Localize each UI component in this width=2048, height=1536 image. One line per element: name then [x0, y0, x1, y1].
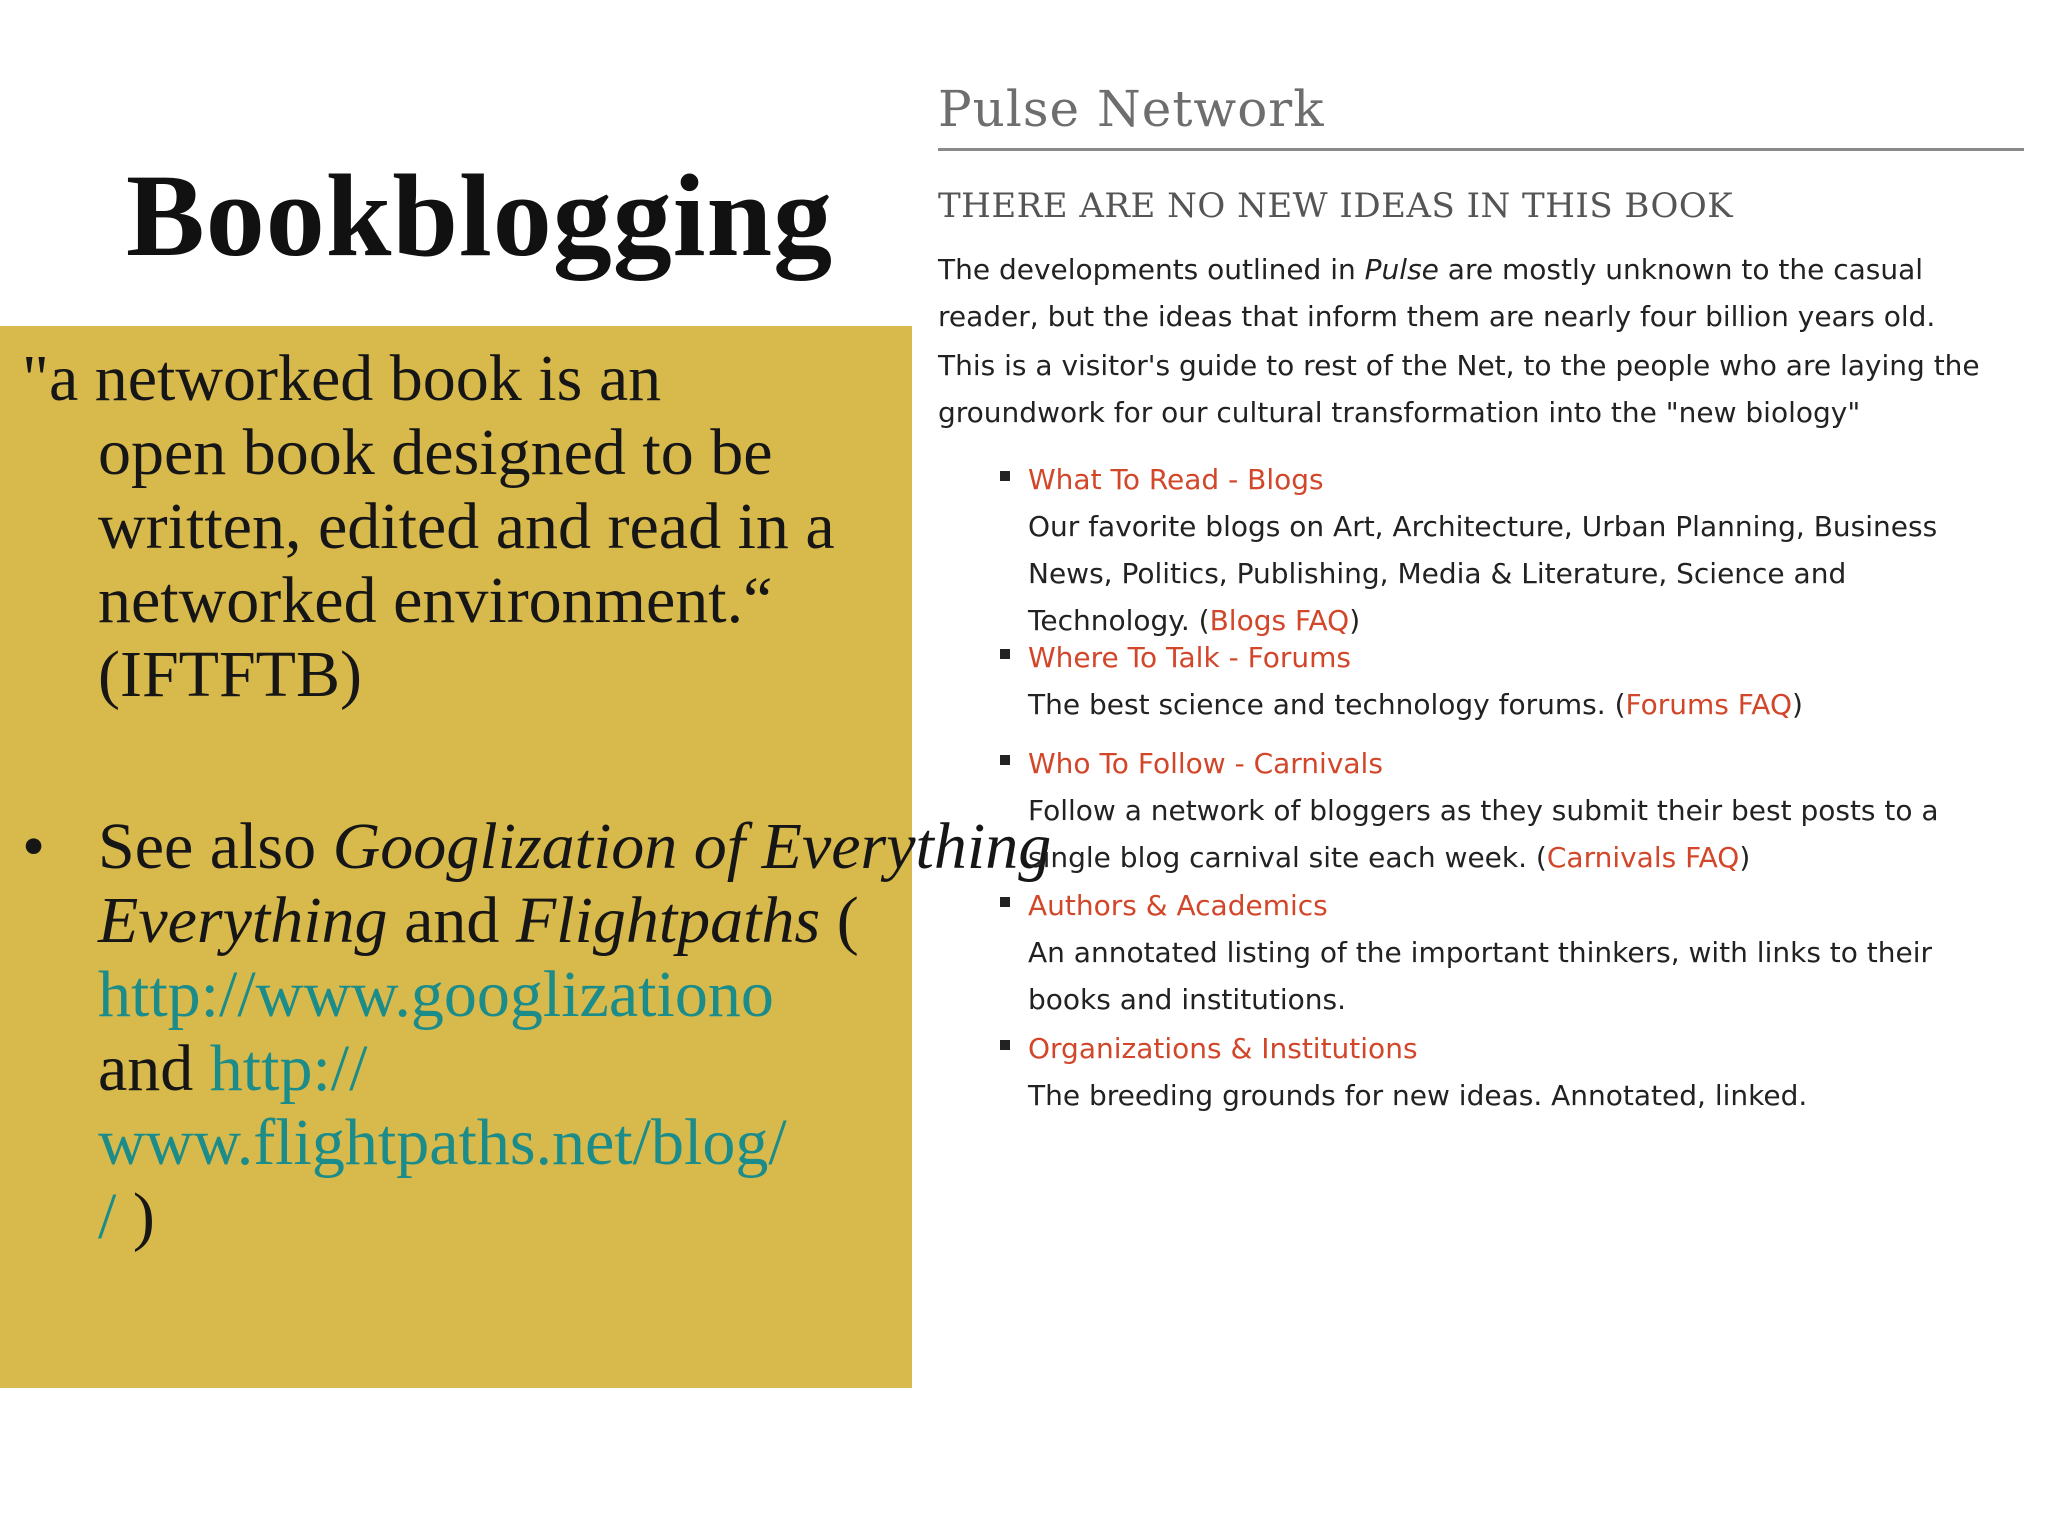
where-to-talk-link[interactable]: Where To Talk - Forums	[1028, 641, 1351, 674]
paren-close: )	[116, 1180, 155, 1253]
list-item	[1000, 634, 2010, 728]
quote-continuation: open book designed to be written, edited and read in a networked environment.“ (IFTFTB)	[98, 416, 835, 711]
item-description: Follow a network of bloggers as they submit their best posts to a single blog carnival site each week. (Carnivals FAQ)	[1028, 794, 1939, 874]
who-to-follow-link[interactable]: Who To Follow - Carnivals	[1028, 747, 1383, 780]
googlization-link[interactable]: http://www.googlizationo	[98, 958, 774, 1031]
bullet-square-icon	[1000, 649, 1010, 659]
bullet-dot: •	[22, 810, 46, 883]
see-also-label: See also	[98, 810, 333, 883]
bullet-square-icon	[1000, 471, 1010, 481]
bullet-square-icon	[1000, 897, 1010, 907]
site-title: Pulse Network	[938, 80, 1325, 138]
bullet-square-icon	[1000, 1040, 1010, 1050]
book-title-flightpaths: Flightpaths	[515, 884, 821, 957]
list-item	[1000, 1025, 2010, 1119]
carnivals-faq-link[interactable]: Carnivals FAQ	[1546, 841, 1740, 874]
bullet-square-icon	[1000, 755, 1010, 765]
flightpaths-link-part2[interactable]: www.flightpaths.net/blog/	[98, 1106, 787, 1179]
what-to-read-link[interactable]: What To Read - Blogs	[1028, 463, 1324, 496]
organizations-institutions-link[interactable]: Organizations & Institutions	[1028, 1032, 1418, 1065]
pulse-title: Pulse	[1364, 253, 1439, 286]
flightpaths-link-part3[interactable]: /	[98, 1180, 117, 1253]
list-item	[1000, 740, 2010, 881]
quote-first-line: "a networked book is an	[22, 342, 662, 415]
blogs-faq-link[interactable]: Blogs FAQ	[1209, 604, 1350, 637]
para1-text: The developments outlined in	[938, 253, 1365, 286]
book-title-everything: Everything	[98, 884, 388, 957]
title-divider	[938, 148, 2024, 151]
section-heading: THERE ARE NO NEW IDEAS IN THIS BOOK	[938, 186, 1734, 226]
networked-book-quote	[22, 342, 902, 712]
forums-faq-link[interactable]: Forums FAQ	[1625, 688, 1792, 721]
list-item	[1000, 456, 2010, 644]
item-description: The best science and technology forums. (Forums FAQ)	[1028, 688, 1803, 721]
intro-paragraph-2: This is a visitor's guide to rest of the Net, to the people who are laying the groundwork for our cultural transformation into the "new biology"	[938, 349, 1980, 429]
paren-open: (	[820, 884, 859, 957]
and-text-1: and	[387, 884, 516, 957]
see-also-bullet-body	[22, 810, 910, 1254]
flightpaths-link-part1[interactable]: http://	[209, 1032, 368, 1105]
book-title-googlization: Googlization of Everything	[332, 810, 1052, 883]
item-description: An annotated listing of the important thinkers, with links to their books and institutions.	[1028, 936, 1933, 1016]
authors-academics-link[interactable]: Authors & Academics	[1028, 889, 1328, 922]
pulse-network-screenshot	[938, 70, 2028, 1370]
and-text-2: and	[98, 1032, 210, 1105]
intro-paragraph-1	[938, 246, 2008, 340]
item-description: The breeding grounds for new ideas. Annotated, linked.	[1028, 1079, 1808, 1112]
slide-title: Bookblogging	[126, 150, 834, 281]
list-item	[1000, 882, 2010, 1023]
para1-text-cont: are mostly unknown to the casual reader, but the ideas that inform them are nearly four billion years old.	[938, 253, 1936, 333]
item-description: Our favorite blogs on Art, Architecture, Urban Planning, Business News, Politics, Publishing, Media & Literature, Science and Technology. (Blogs FAQ)	[1028, 510, 1938, 637]
